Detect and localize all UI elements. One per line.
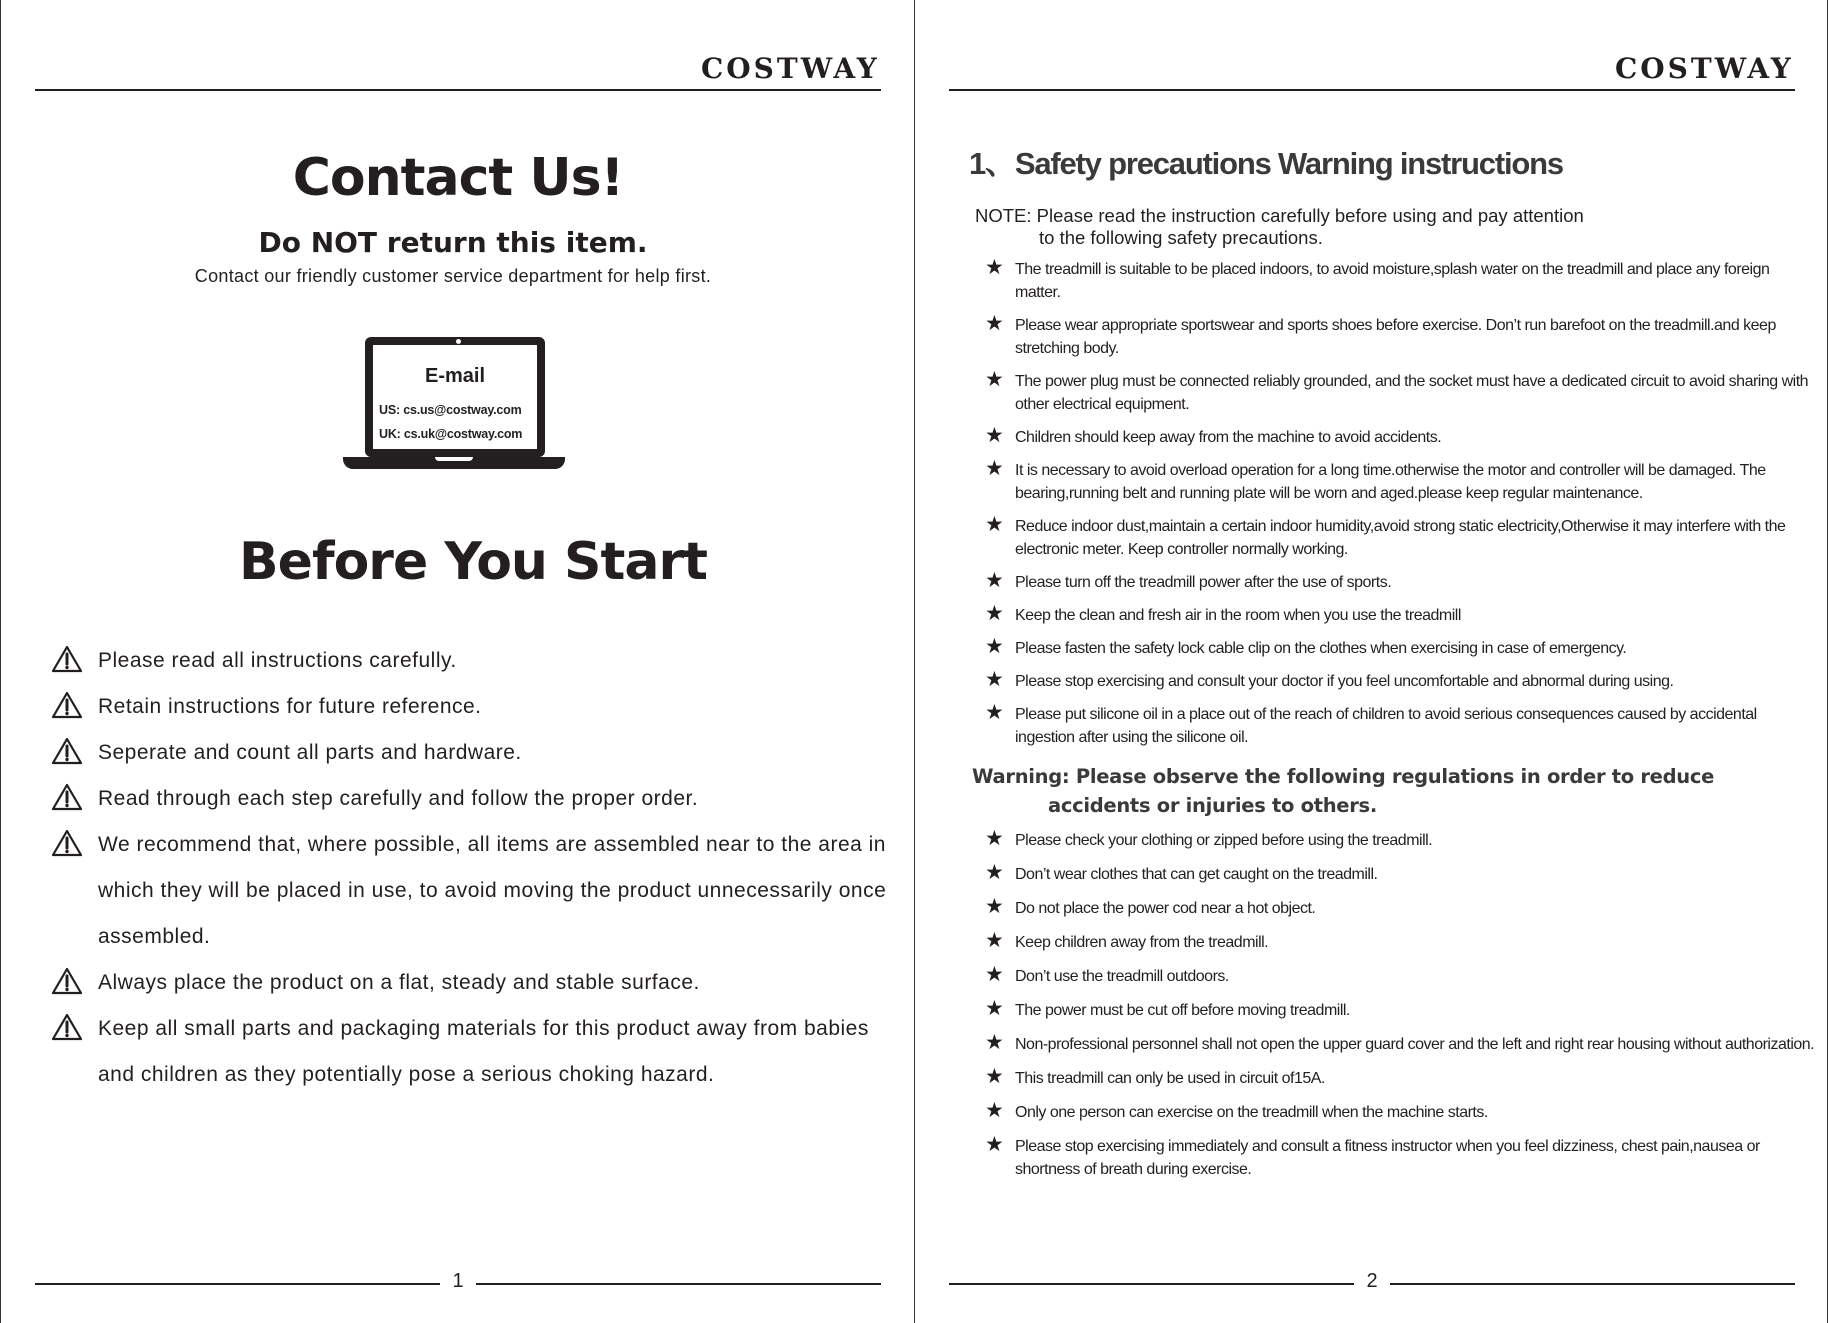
page-number: 1 — [452, 1270, 464, 1292]
precaution-item — [985, 700, 1815, 749]
footer-rule-right — [1390, 1283, 1795, 1285]
warning-item — [985, 1064, 1815, 1090]
warning-item — [985, 826, 1815, 852]
precaution-text: Please put silicone oil in a place out of the reach of children to avoid serious consequences caused by accidental ingestion after using the silicone oil. — [1015, 706, 1757, 746]
star-icon: ★ — [985, 601, 1004, 625]
precaution-item — [985, 456, 1815, 505]
precaution-text: Reduce indoor dust,maintain a certain indoor humidity,avoid strong static electricity,Otherwise it may interfere with the electronic meter. Keep controller normally working. — [1015, 518, 1786, 558]
instruction-text: Read through each step carefully and follow the proper order. — [98, 787, 699, 810]
star-icon: ★ — [985, 860, 1004, 884]
laptop-icon — [343, 337, 565, 477]
precaution-text: Please stop exercising and consult your doctor if you feel uncomfortable and abnormal during using. — [1015, 673, 1674, 690]
email-uk: UK: cs.uk@costway.com — [379, 427, 523, 441]
warning-item — [985, 996, 1815, 1022]
email-label: E-mail — [424, 365, 486, 387]
brand-logo: COSTWAY — [1615, 52, 1794, 85]
email-us: US: cs.us@costway.com — [379, 403, 522, 417]
warning-item — [985, 894, 1815, 920]
instruction-text: Seperate and count all parts and hardware. — [98, 741, 522, 764]
star-icon: ★ — [985, 826, 1004, 850]
instruction-item — [51, 776, 891, 822]
precaution-text: Keep the clean and fresh air in the room when you use the treadmill — [1015, 607, 1461, 624]
warning-item — [985, 1132, 1815, 1181]
instruction-text: Retain instructions for future reference. — [98, 695, 482, 718]
brand-logo: COSTWAY — [701, 52, 880, 85]
precaution-item — [985, 568, 1815, 594]
page-footer — [35, 1270, 881, 1298]
instruction-item — [51, 684, 891, 730]
instruction-item — [51, 960, 891, 1006]
star-icon: ★ — [985, 512, 1004, 536]
instruction-item — [51, 822, 891, 960]
laptop-notch — [435, 457, 473, 461]
star-icon: ★ — [985, 928, 1004, 952]
warning-triangle-icon — [51, 783, 83, 811]
instruction-text: We recommend that, where possible, all items are assembled near to the area in which they will be placed in use, to avoid moving the product unnecessarily once assembled. — [98, 833, 887, 948]
precaution-item — [985, 423, 1815, 449]
warning-heading — [972, 762, 1802, 820]
warning-triangle-icon — [51, 829, 83, 857]
webcam-dot — [456, 339, 461, 344]
warning-text: Don’t wear clothes that can get caught on the treadmill. — [1015, 866, 1378, 883]
precaution-item — [985, 512, 1815, 561]
star-icon: ★ — [985, 962, 1004, 986]
warning-triangle-icon — [51, 967, 83, 995]
star-icon: ★ — [985, 367, 1004, 391]
instruction-list — [51, 638, 891, 1098]
warning-list — [985, 826, 1815, 1192]
note-text — [975, 205, 1795, 249]
warning-text: Don’t use the treadmill outdoors. — [1015, 968, 1229, 985]
instruction-text: Keep all small parts and packaging materials for this product away from babies and children as they potentially pose a serious choking hazard. — [98, 1017, 869, 1086]
precaution-text: Please wear appropriate sportswear and sports shoes before exercise. Don’t run barefoot on the treadmill.and keep stretching body. — [1015, 317, 1776, 357]
star-icon: ★ — [985, 456, 1004, 480]
contact-title: Contact Us! — [292, 148, 624, 208]
warning-text: Keep children away from the treadmill. — [1015, 934, 1269, 951]
warning-item — [985, 1030, 1815, 1056]
header-rule — [35, 89, 881, 91]
star-icon: ★ — [985, 423, 1004, 447]
precaution-item — [985, 311, 1815, 360]
note-line-1: NOTE: Please read the instruction carefully before using and pay attention — [975, 205, 1584, 226]
star-icon: ★ — [985, 1132, 1004, 1156]
star-icon: ★ — [985, 311, 1004, 335]
warning-item — [985, 962, 1815, 988]
contact-subtitle: Contact our friendly customer service department for help first. — [194, 266, 712, 286]
instruction-text: Please read all instructions carefully. — [98, 649, 457, 672]
star-icon: ★ — [985, 1098, 1004, 1122]
star-icon: ★ — [985, 255, 1004, 279]
warning-triangle-icon — [51, 737, 83, 765]
precaution-item — [985, 255, 1815, 304]
precaution-item — [985, 601, 1815, 627]
star-icon: ★ — [985, 894, 1004, 918]
warning-text: Please check your clothing or zipped before using the treadmill. — [1015, 832, 1433, 849]
warning-text: This treadmill can only be used in circuit of15A. — [1015, 1070, 1325, 1087]
star-icon: ★ — [985, 1064, 1004, 1088]
warning-text: Please stop exercising immediately and consult a fitness instructor when you feel dizziness, chest pain,nausea or shortness of breath during exercise. — [1015, 1138, 1760, 1178]
warning-text: The power must be cut off before moving treadmill. — [1015, 1002, 1350, 1019]
instruction-text: Always place the product on a flat, steady and stable surface. — [98, 971, 700, 994]
precaution-item — [985, 667, 1815, 693]
precaution-text: The treadmill is suitable to be placed indoors, to avoid moisture,splash water on the treadmill and place any foreign matter. — [1015, 261, 1770, 301]
before-you-start-title: Before You Start — [239, 532, 707, 592]
page-2 — [914, 0, 1828, 1323]
warning-item — [985, 860, 1815, 886]
star-icon: ★ — [985, 634, 1004, 658]
instruction-item — [51, 638, 891, 684]
warning-line-1: Warning: Please observe the following regulations in order to reduce — [972, 765, 1715, 788]
footer-rule-left — [949, 1283, 1354, 1285]
precaution-list — [985, 255, 1815, 759]
instruction-item — [51, 730, 891, 776]
precaution-item — [985, 367, 1815, 416]
footer-rule-right — [476, 1283, 881, 1285]
star-icon: ★ — [985, 568, 1004, 592]
page-footer — [949, 1270, 1795, 1298]
star-icon: ★ — [985, 996, 1004, 1020]
warning-text: Only one person can exercise on the treadmill when the machine starts. — [1015, 1104, 1488, 1121]
precaution-text: Please turn off the treadmill power after the use of sports. — [1015, 574, 1392, 591]
no-return-notice: Do NOT return this item. — [258, 226, 648, 259]
footer-rule-left — [35, 1283, 440, 1285]
precaution-text: Children should keep away from the machine to avoid accidents. — [1015, 429, 1442, 446]
instruction-item — [51, 1006, 891, 1098]
warning-text: Non-professional personnel shall not open the upper guard cover and the left and right rear housing without authorization. — [1015, 1036, 1815, 1053]
note-line-2: to the following safety precautions. — [1039, 227, 1323, 248]
warning-triangle-icon — [51, 1013, 83, 1041]
precaution-text: The power plug must be connected reliably grounded, and the socket must have a dedicated circuit to avoid sharing with other electrical equipment. — [1015, 373, 1809, 413]
precaution-item — [985, 634, 1815, 660]
precaution-text: Please fasten the safety lock cable clip on the clothes when exercising in case of emergency. — [1015, 640, 1627, 657]
warning-triangle-icon — [51, 691, 83, 719]
star-icon: ★ — [985, 667, 1004, 691]
laptop-screen — [365, 337, 545, 457]
warning-triangle-icon — [51, 645, 83, 673]
star-icon: ★ — [985, 1030, 1004, 1054]
star-icon: ★ — [985, 700, 1004, 724]
warning-text: Do not place the power cod near a hot object. — [1015, 900, 1316, 917]
precaution-text: It is necessary to avoid overload operation for a long time.otherwise the motor and controller will be damaged. The bearing,running belt and running plate will be worn and aged.please keep regular maintenance. — [1015, 462, 1766, 502]
warning-item — [985, 928, 1815, 954]
page-number: 2 — [1366, 1270, 1378, 1292]
header-rule — [949, 89, 1795, 91]
warning-item — [985, 1098, 1815, 1124]
section-title: 1、Safety precautions Warning instructions — [969, 146, 1563, 181]
warning-line-2: accidents or injuries to others. — [1048, 794, 1377, 817]
